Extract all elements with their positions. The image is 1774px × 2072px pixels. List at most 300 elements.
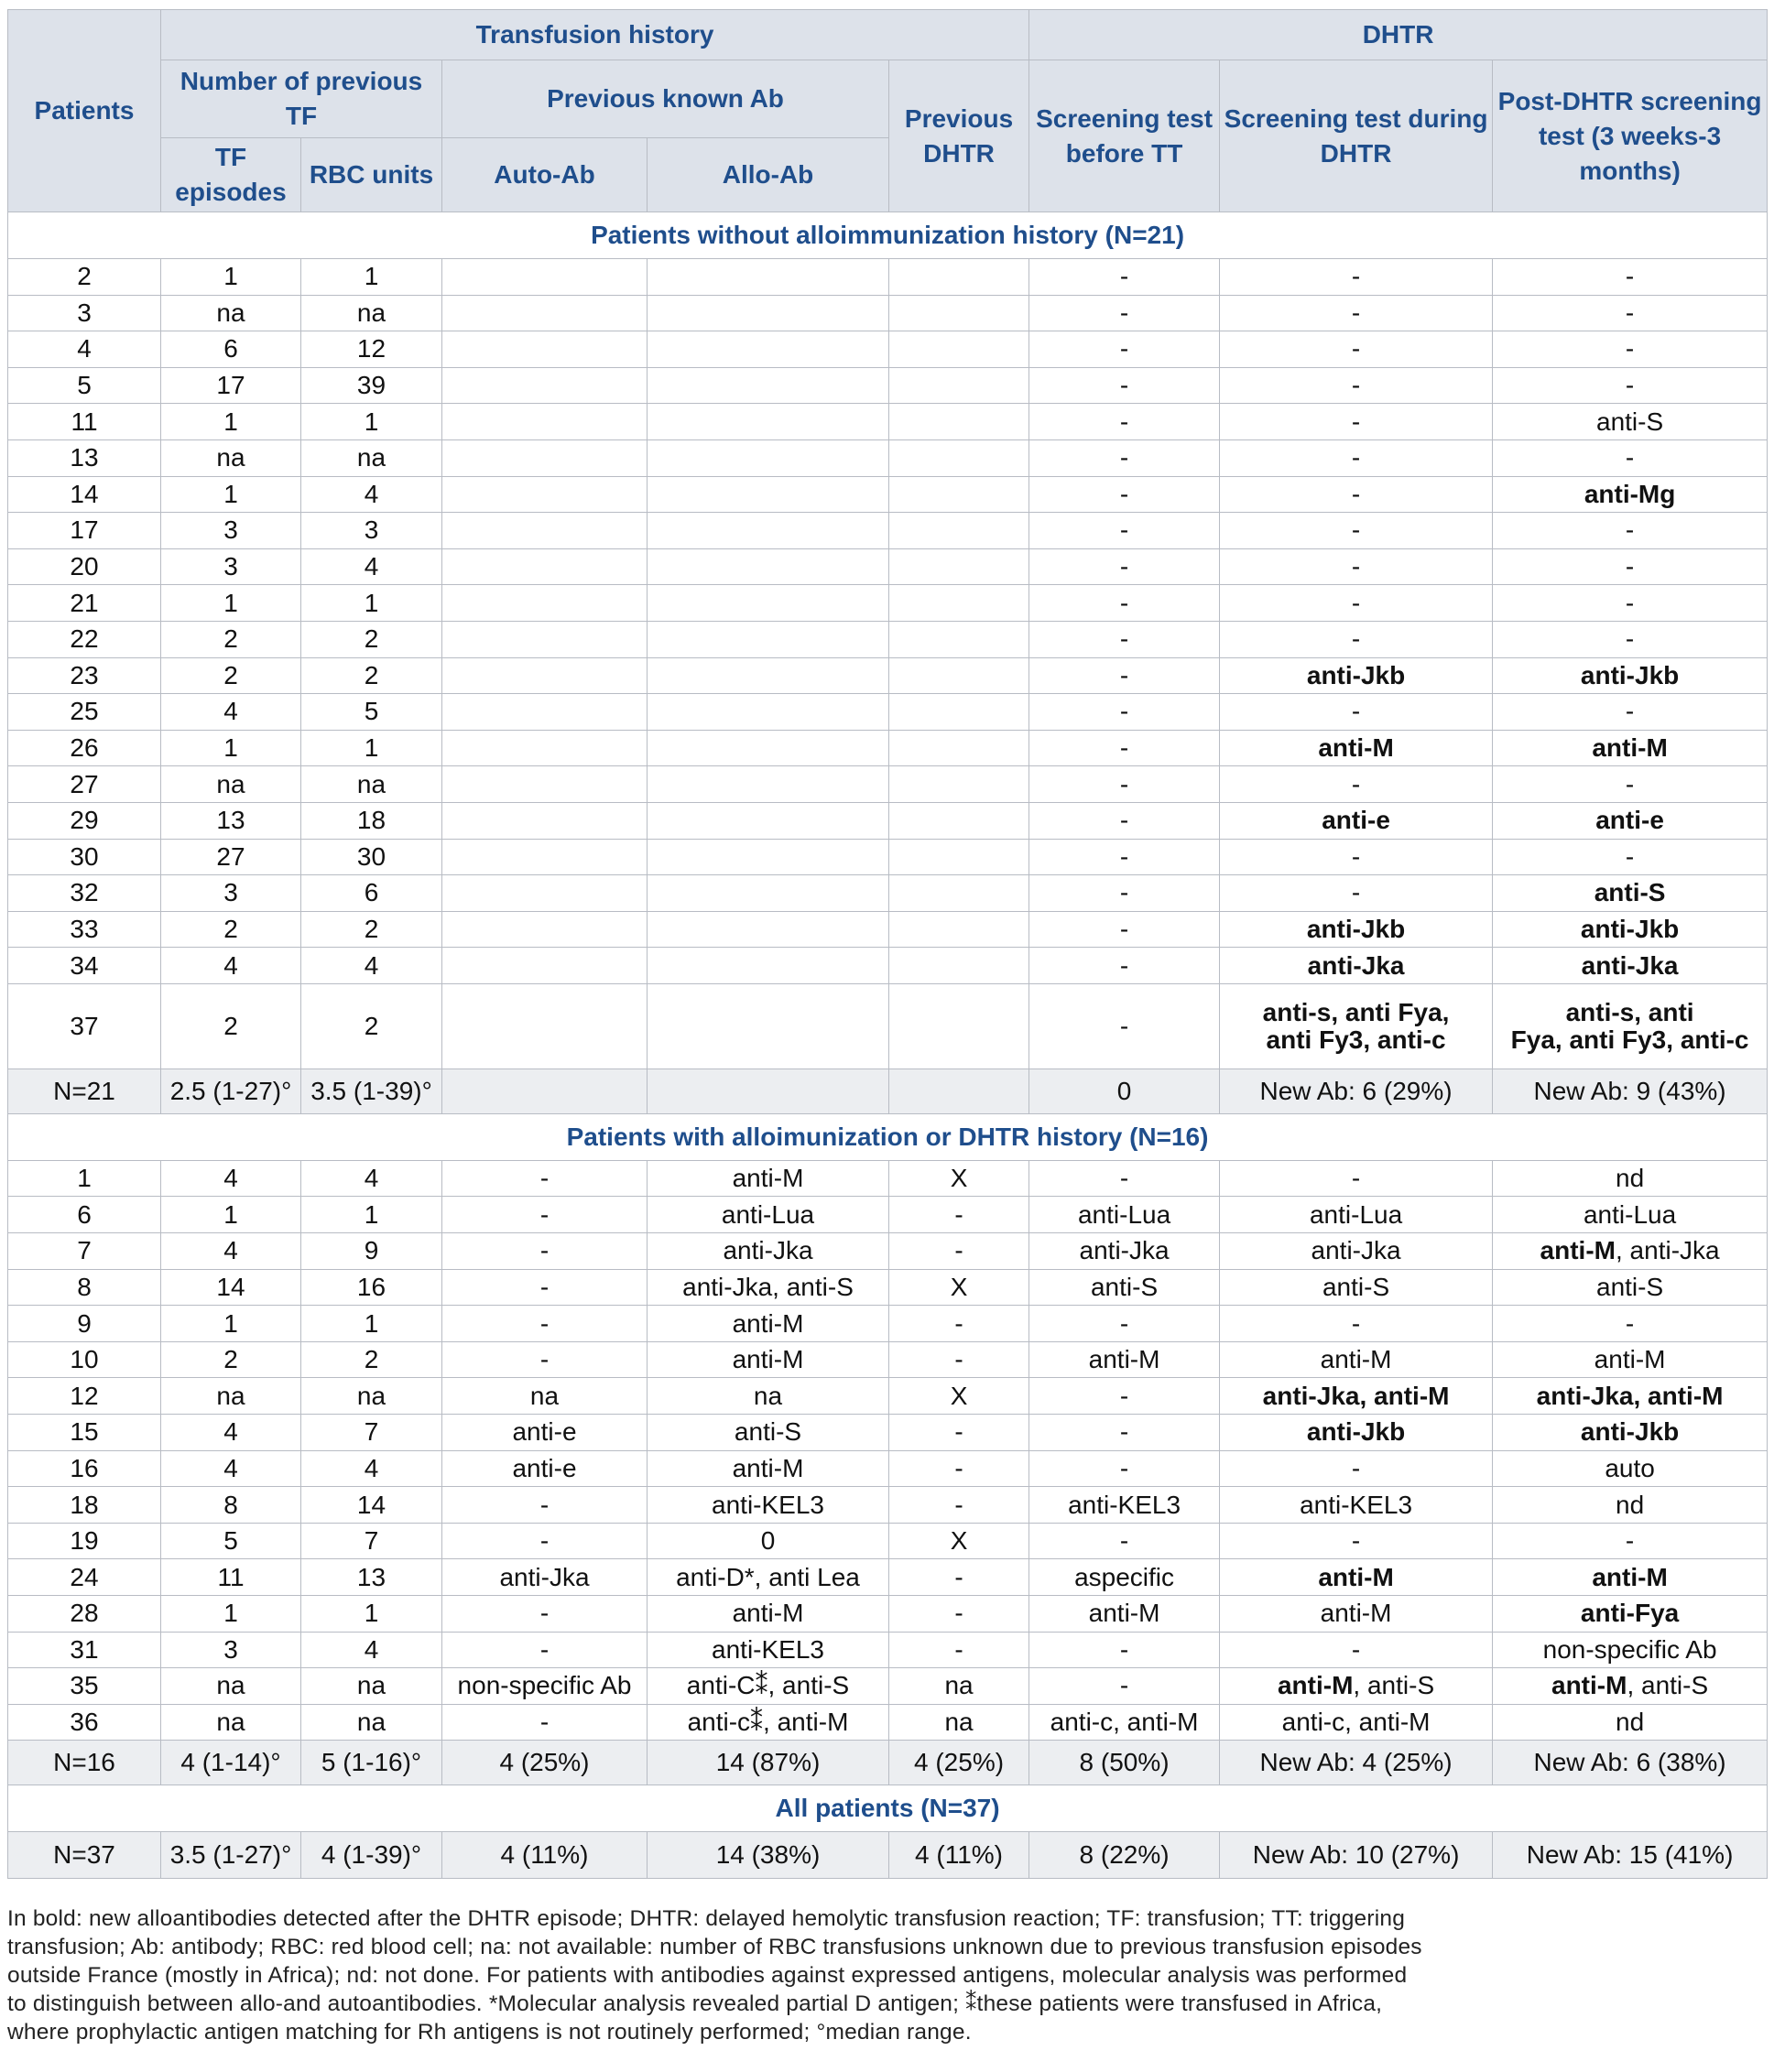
table-cell xyxy=(442,439,648,476)
table-row xyxy=(8,476,1768,513)
table-cell: - xyxy=(442,1160,648,1197)
table-cell: 2 xyxy=(301,621,442,657)
table-container xyxy=(7,9,1767,1879)
table-cell: New Ab: 6 (29%) xyxy=(1220,1069,1493,1113)
table-cell: - xyxy=(1029,259,1220,296)
table-cell: 1 xyxy=(161,585,301,622)
table-cell: 4 xyxy=(161,1450,301,1487)
table-cell: - xyxy=(1493,766,1768,803)
table-cell: - xyxy=(1220,1523,1493,1559)
table-cell: 14 (87%) xyxy=(648,1741,889,1785)
cell-text: anti-M xyxy=(1277,1671,1354,1700)
table-cell xyxy=(442,802,648,839)
table-cell: 4 xyxy=(301,548,442,585)
table-cell: na xyxy=(301,1668,442,1705)
table-cell xyxy=(648,802,889,839)
table-cell: na xyxy=(161,1704,301,1741)
table-cell: anti-c, anti-M xyxy=(1029,1704,1220,1741)
table-cell: 2 xyxy=(161,911,301,948)
table-cell: 5 xyxy=(161,1523,301,1559)
table-cell: na xyxy=(301,1378,442,1415)
table-cell xyxy=(889,585,1029,622)
footnote-line: transfusion; Ab: antibody; RBC: red blood cell; na: not available: number of RBC transfusions unknown due to previous transfusion episodes xyxy=(7,1935,1422,1959)
table-cell: anti-Jka xyxy=(1220,948,1493,984)
table-cell: anti-Jkb xyxy=(1220,657,1493,694)
table-cell: 2 xyxy=(161,657,301,694)
table-cell: 7 xyxy=(8,1233,161,1270)
table-cell: 34 xyxy=(8,948,161,984)
table-cell: - xyxy=(1029,766,1220,803)
table-cell xyxy=(648,367,889,404)
table-cell: - xyxy=(1029,911,1220,948)
table-cell: - xyxy=(889,1632,1029,1668)
table-cell: nd xyxy=(1493,1160,1768,1197)
header-transfusion-history: Transfusion history xyxy=(161,10,1029,60)
table-cell: 4 xyxy=(301,1450,442,1487)
table-cell: New Ab: 6 (38%) xyxy=(1493,1741,1768,1785)
table-cell xyxy=(1220,1668,1493,1705)
table-cell: auto xyxy=(1493,1450,1768,1487)
cell-text: , anti-S xyxy=(1627,1671,1709,1700)
table-cell xyxy=(889,875,1029,912)
table-cell: anti-M xyxy=(648,1596,889,1633)
table-cell: na xyxy=(301,1704,442,1741)
table-cell xyxy=(442,948,648,984)
table-cell: - xyxy=(1493,548,1768,585)
table-cell: 3 xyxy=(161,1632,301,1668)
table-cell: 18 xyxy=(8,1487,161,1524)
table-cell: anti-c, anti-M xyxy=(1220,1704,1493,1741)
table-cell: - xyxy=(442,1704,648,1741)
table-cell: - xyxy=(1493,621,1768,657)
table-cell: - xyxy=(442,1233,648,1270)
table-cell: 1 xyxy=(161,1596,301,1633)
table-cell xyxy=(889,657,1029,694)
table-row xyxy=(8,839,1768,875)
table-cell xyxy=(648,513,889,549)
table-cell: - xyxy=(1029,331,1220,368)
table-cell: 17 xyxy=(161,367,301,404)
table-cell: - xyxy=(442,1632,648,1668)
table-cell xyxy=(1493,983,1768,1069)
table-cell: 1 xyxy=(301,730,442,766)
table-cell: - xyxy=(1029,548,1220,585)
table-row xyxy=(8,1668,1768,1705)
table-cell: - xyxy=(1493,439,1768,476)
header-number-prev-tf: Number of previous TF xyxy=(161,60,442,138)
table-cell: - xyxy=(889,1450,1029,1487)
table-cell: 13 xyxy=(8,439,161,476)
table-cell: - xyxy=(1029,802,1220,839)
table-cell xyxy=(648,911,889,948)
table-cell: 3.5 (1-27)° xyxy=(161,1832,301,1879)
table-cell xyxy=(889,439,1029,476)
table-cell xyxy=(442,694,648,731)
table-cell: 1 xyxy=(161,404,301,440)
table-cell: - xyxy=(1493,694,1768,731)
table-row xyxy=(8,548,1768,585)
table-cell: 14 (38%) xyxy=(648,1832,889,1879)
table-cell: - xyxy=(442,1523,648,1559)
header-allo-ab: Allo-Ab xyxy=(648,138,889,212)
table-cell xyxy=(889,1069,1029,1113)
table-cell: - xyxy=(1493,1306,1768,1342)
table-cell: anti-e xyxy=(442,1415,648,1451)
table-cell: na xyxy=(648,1378,889,1415)
table-cell: 23 xyxy=(8,657,161,694)
table-cell xyxy=(889,476,1029,513)
table-cell: anti-KEL3 xyxy=(1220,1487,1493,1524)
table-cell: anti-S xyxy=(1220,1269,1493,1306)
table-cell xyxy=(442,331,648,368)
table-row xyxy=(8,331,1768,368)
table-cell: - xyxy=(1493,367,1768,404)
table-cell: - xyxy=(889,1233,1029,1270)
table-cell xyxy=(1493,1668,1768,1705)
table-cell: anti-M xyxy=(1493,1341,1768,1378)
table-row xyxy=(8,1233,1768,1270)
table-row xyxy=(8,404,1768,440)
table-cell: New Ab: 10 (27%) xyxy=(1220,1832,1493,1879)
table-cell: 4 xyxy=(161,694,301,731)
table-cell xyxy=(442,730,648,766)
table-cell: 2 xyxy=(301,1341,442,1378)
table-cell: 0 xyxy=(1029,1069,1220,1113)
table-cell: anti-KEL3 xyxy=(648,1487,889,1524)
table-cell xyxy=(442,1069,648,1113)
table-cell: - xyxy=(1220,295,1493,331)
table-cell: 1 xyxy=(301,1306,442,1342)
table-cell xyxy=(442,911,648,948)
table-cell: anti-Jkb xyxy=(1220,911,1493,948)
table-cell: N=37 xyxy=(8,1832,161,1879)
table-cell xyxy=(889,983,1029,1069)
table-cell: - xyxy=(442,1197,648,1233)
table-cell: - xyxy=(1220,1632,1493,1668)
table-cell: X xyxy=(889,1523,1029,1559)
table-row xyxy=(8,1596,1768,1633)
table-cell: anti-e xyxy=(442,1450,648,1487)
cell-text: , anti-S xyxy=(1353,1671,1435,1700)
table-cell: 4 xyxy=(161,948,301,984)
table-cell: 4 xyxy=(161,1160,301,1197)
table-cell: 16 xyxy=(301,1269,442,1306)
table-cell xyxy=(648,657,889,694)
table-cell: - xyxy=(1029,295,1220,331)
table-cell: anti-C⁑, anti-S xyxy=(648,1668,889,1705)
table-cell: 2 xyxy=(161,621,301,657)
table-cell: na xyxy=(161,766,301,803)
table-cell xyxy=(442,875,648,912)
table-cell: 25 xyxy=(8,694,161,731)
table-cell: anti-M xyxy=(1220,1341,1493,1378)
table-cell xyxy=(889,911,1029,948)
table-cell: na xyxy=(161,439,301,476)
table-cell: 11 xyxy=(8,404,161,440)
summary-row-with xyxy=(8,1741,1768,1785)
summary-row-all xyxy=(8,1832,1768,1879)
table-cell: anti-Jkb xyxy=(1493,1415,1768,1451)
table-cell xyxy=(648,621,889,657)
table-cell: - xyxy=(1029,1668,1220,1705)
table-cell: anti-Jka, anti-M xyxy=(1493,1378,1768,1415)
table-cell: - xyxy=(442,1269,648,1306)
table-cell: 14 xyxy=(8,476,161,513)
table-cell: 8 (22%) xyxy=(1029,1832,1220,1879)
table-cell: anti-Lua xyxy=(1493,1197,1768,1233)
header-auto-ab: Auto-Ab xyxy=(442,138,648,212)
table-cell: - xyxy=(889,1596,1029,1633)
table-cell: 2 xyxy=(301,657,442,694)
table-row xyxy=(8,295,1768,331)
table-cell: 5 xyxy=(8,367,161,404)
table-cell: 8 xyxy=(161,1487,301,1524)
table-cell: - xyxy=(1220,1306,1493,1342)
table-cell: 1 xyxy=(301,259,442,296)
table-cell: - xyxy=(889,1341,1029,1378)
table-cell: - xyxy=(1029,657,1220,694)
table-cell: 4 xyxy=(8,331,161,368)
table-cell: 2 xyxy=(301,983,442,1069)
table-row xyxy=(8,657,1768,694)
table-cell: - xyxy=(1029,983,1220,1069)
table-cell: anti-KEL3 xyxy=(1029,1487,1220,1524)
table-cell: na xyxy=(301,766,442,803)
table-row xyxy=(8,1160,1768,1197)
footnote-line: to distinguish between allo-and autoantibodies. *Molecular analysis revealed partial D antigen; ⁑these patients were transfused in Africa, xyxy=(7,1991,1383,2016)
table-cell: 28 xyxy=(8,1596,161,1633)
table-cell: 4 (11%) xyxy=(889,1832,1029,1879)
table-row xyxy=(8,1450,1768,1487)
table-cell: anti-Jka, anti-S xyxy=(648,1269,889,1306)
table-cell: - xyxy=(1029,585,1220,622)
table-row xyxy=(8,911,1768,948)
table-cell: - xyxy=(1220,839,1493,875)
table-cell: anti-Fya xyxy=(1493,1596,1768,1633)
table-cell xyxy=(648,766,889,803)
table-cell: anti-S xyxy=(1493,1269,1768,1306)
table-cell: - xyxy=(1220,367,1493,404)
header-screen-during: Screening test during DHTR xyxy=(1220,60,1493,212)
table-cell xyxy=(889,766,1029,803)
table-row xyxy=(8,259,1768,296)
table-row xyxy=(8,1306,1768,1342)
table-row xyxy=(8,875,1768,912)
table-cell xyxy=(648,331,889,368)
table-cell: na xyxy=(889,1668,1029,1705)
table-row xyxy=(8,1341,1768,1378)
table-cell: 7 xyxy=(301,1415,442,1451)
table-cell: anti-M xyxy=(648,1160,889,1197)
table-cell: - xyxy=(1220,439,1493,476)
table-cell: X xyxy=(889,1269,1029,1306)
table-cell: 2 xyxy=(161,1341,301,1378)
table-cell: 35 xyxy=(8,1668,161,1705)
table-cell: 12 xyxy=(301,331,442,368)
table-cell xyxy=(442,295,648,331)
table-cell xyxy=(889,367,1029,404)
table-cell: 3 xyxy=(8,295,161,331)
table-cell: 13 xyxy=(301,1559,442,1596)
table-cell: 4 xyxy=(301,1632,442,1668)
table-cell: - xyxy=(1493,585,1768,622)
table-cell: - xyxy=(889,1559,1029,1596)
table-cell: 1 xyxy=(301,585,442,622)
header-rbc-units: RBC units xyxy=(301,138,442,212)
table-cell: anti-M xyxy=(648,1341,889,1378)
table-cell: 4 (11%) xyxy=(442,1832,648,1879)
table-cell: 8 (50%) xyxy=(1029,1741,1220,1785)
table-cell: 2 xyxy=(301,911,442,948)
table-row xyxy=(8,513,1768,549)
table-cell: - xyxy=(1220,1450,1493,1487)
table-cell: anti-S xyxy=(648,1415,889,1451)
table-row xyxy=(8,367,1768,404)
table-cell: - xyxy=(889,1487,1029,1524)
table-cell: - xyxy=(1029,1306,1220,1342)
table-row xyxy=(8,1269,1768,1306)
table-cell: aspecific xyxy=(1029,1559,1220,1596)
table-row xyxy=(8,694,1768,731)
table-cell: 6 xyxy=(161,331,301,368)
section-title-with: Patients with alloimunization or DHTR history (N=16) xyxy=(8,1113,1768,1160)
table-cell: 3 xyxy=(161,513,301,549)
table-cell: - xyxy=(1029,404,1220,440)
table-row xyxy=(8,1197,1768,1233)
table-cell xyxy=(648,694,889,731)
table-cell: 4 xyxy=(301,1160,442,1197)
table-cell: 13 xyxy=(161,802,301,839)
table-cell: anti-Jka xyxy=(442,1559,648,1596)
table-cell xyxy=(648,476,889,513)
table-cell xyxy=(889,730,1029,766)
table-cell: anti-KEL3 xyxy=(648,1632,889,1668)
table-cell xyxy=(442,367,648,404)
table-cell: 2 xyxy=(161,983,301,1069)
table-cell: 6 xyxy=(8,1197,161,1233)
table-cell: anti-Jka xyxy=(1220,1233,1493,1270)
table-cell: anti-Jka xyxy=(1493,948,1768,984)
table-cell: - xyxy=(1220,404,1493,440)
table-cell: - xyxy=(889,1415,1029,1451)
table-row xyxy=(8,1559,1768,1596)
summary-row-without xyxy=(8,1069,1768,1113)
table-cell xyxy=(889,404,1029,440)
table-cell: - xyxy=(1220,259,1493,296)
table-row xyxy=(8,585,1768,622)
table-cell: non-specific Ab xyxy=(442,1668,648,1705)
table-cell xyxy=(648,730,889,766)
table-cell: na xyxy=(889,1704,1029,1741)
table-cell: 26 xyxy=(8,730,161,766)
table-cell: 27 xyxy=(161,839,301,875)
table-cell: X xyxy=(889,1378,1029,1415)
table-cell xyxy=(648,839,889,875)
table-cell: 15 xyxy=(8,1415,161,1451)
table-cell: - xyxy=(442,1341,648,1378)
table-cell: - xyxy=(1493,331,1768,368)
table-cell: - xyxy=(1029,839,1220,875)
table-cell: - xyxy=(1029,1632,1220,1668)
table-cell: - xyxy=(1029,476,1220,513)
table-cell: anti-Jka, anti-M xyxy=(1220,1378,1493,1415)
table-cell: 5 xyxy=(301,694,442,731)
table-cell: 37 xyxy=(8,983,161,1069)
table-cell: 1 xyxy=(301,1197,442,1233)
footnote-line: In bold: new alloantibodies detected after the DHTR episode; DHTR: delayed hemolytic transfusion reaction; TF: transfusion; TT: triggering xyxy=(7,1906,1406,1931)
table-cell: 2.5 (1-27)° xyxy=(161,1069,301,1113)
table-cell xyxy=(442,839,648,875)
table-cell: 3 xyxy=(161,548,301,585)
table-cell: anti-M xyxy=(1493,1559,1768,1596)
cell-text: anti Fy3, anti-c xyxy=(1266,1025,1446,1054)
table-cell: N=21 xyxy=(8,1069,161,1113)
table-cell: anti-e xyxy=(1493,802,1768,839)
cell-text: Fya, anti Fy3, anti-c xyxy=(1510,1025,1749,1054)
header-patients: Patients xyxy=(8,10,161,212)
table-cell: 4 (25%) xyxy=(442,1741,648,1785)
table-cell xyxy=(648,948,889,984)
table-row xyxy=(8,948,1768,984)
table-cell xyxy=(442,476,648,513)
table-cell: - xyxy=(1220,331,1493,368)
table-cell: 1 xyxy=(161,1197,301,1233)
table-row xyxy=(8,1415,1768,1451)
table-cell: nd xyxy=(1493,1704,1768,1741)
table-cell: anti-M xyxy=(1029,1341,1220,1378)
table-cell: - xyxy=(1029,621,1220,657)
table-cell: anti-Lua xyxy=(1220,1197,1493,1233)
table-cell: - xyxy=(1029,1523,1220,1559)
table-cell: anti-Jkb xyxy=(1493,657,1768,694)
table-cell: - xyxy=(1029,1450,1220,1487)
header-screen-before: Screening test before TT xyxy=(1029,60,1220,212)
table-cell: 4 xyxy=(301,476,442,513)
table-cell xyxy=(889,548,1029,585)
table-cell xyxy=(889,948,1029,984)
section-title-all: All patients (N=37) xyxy=(8,1785,1768,1832)
table-cell: anti-Jkb xyxy=(1220,1415,1493,1451)
table-cell: - xyxy=(1029,513,1220,549)
table-cell: - xyxy=(1220,585,1493,622)
header-previous-dhtr: Previous DHTR xyxy=(889,60,1029,212)
table-cell: na xyxy=(301,439,442,476)
table-cell: 6 xyxy=(301,875,442,912)
table-cell: - xyxy=(1220,766,1493,803)
table-cell: nd xyxy=(1493,1487,1768,1524)
table-cell: 4 (1-14)° xyxy=(161,1741,301,1785)
table-cell: 1 xyxy=(301,1596,442,1633)
table-cell xyxy=(648,259,889,296)
table-cell: - xyxy=(1493,259,1768,296)
table-cell: 27 xyxy=(8,766,161,803)
header-tf-episodes: TF episodes xyxy=(161,138,301,212)
table-cell: 21 xyxy=(8,585,161,622)
footnote-line: where prophylactic antigen matching for Rh antigens is not routinely performed; °median range. xyxy=(7,2020,972,2045)
table-cell: - xyxy=(1029,1415,1220,1451)
table-cell xyxy=(442,766,648,803)
table-cell xyxy=(648,1069,889,1113)
table-cell: anti-S xyxy=(1029,1269,1220,1306)
table-cell: - xyxy=(1029,439,1220,476)
table-cell: na xyxy=(442,1378,648,1415)
table-cell: 4 (25%) xyxy=(889,1741,1029,1785)
table-cell: 12 xyxy=(8,1378,161,1415)
table-cell: 3 xyxy=(161,875,301,912)
table-cell: 3 xyxy=(301,513,442,549)
table-cell: - xyxy=(442,1306,648,1342)
table-cell: - xyxy=(442,1596,648,1633)
